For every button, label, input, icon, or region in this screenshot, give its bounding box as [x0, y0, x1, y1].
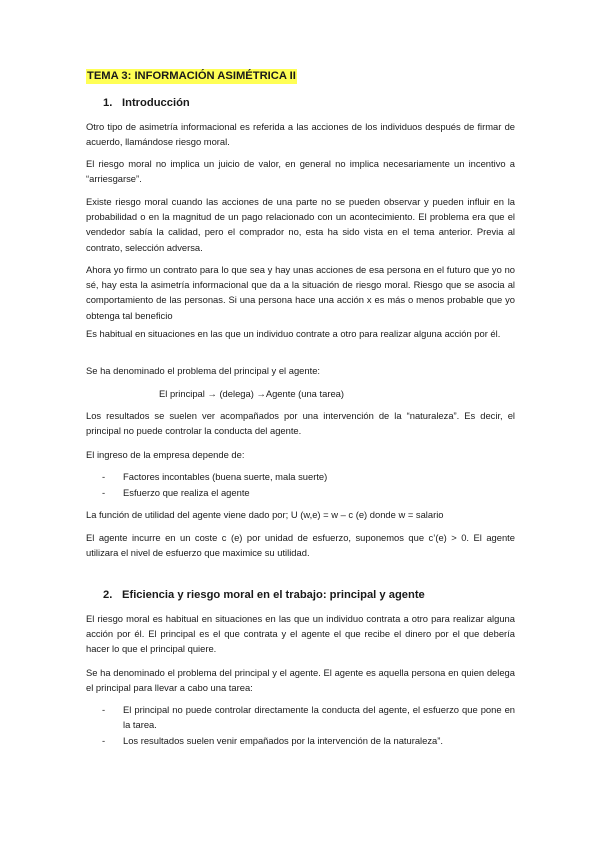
bullet-text: Factores incontables (buena suerte, mala suerte) [123, 471, 328, 482]
section-2-heading [103, 588, 425, 603]
paragraph-4: Ahora yo firmo un contrato para lo que sea y hay unas acciones de esa persona en el futuro que yo no sé, hay esta la asimetría informacional que da a la situación de riesgo moral. Riesgo que se asocia al comportamiento de las personas. Si una persona hace una acción x es más o menos probable que yo obtenga tal beneficio [86, 264, 515, 321]
principal-agent-scheme: El principal → (delega) →Agente (una tarea) [159, 388, 344, 399]
bullet-dash: - [102, 487, 106, 498]
bullet-item [102, 469, 515, 484]
section-1-title: Introducción [122, 97, 190, 109]
section-1-number: 1. [103, 97, 113, 109]
bullet-text: Esfuerzo que realiza el agente [123, 487, 250, 498]
paragraph-7: El riesgo moral es habitual en situaciones en las que un individuo contrata a otro para realizar alguna acción por él. El principal es el que contrata y el agente el que recibe el dinero por el que debería hacer lo que el principal quiere. [86, 613, 515, 655]
bullet-dash: - [102, 704, 106, 715]
bullet-item [102, 733, 515, 748]
paragraph-results: Los resultados se suelen ver acompañados por una intervención de la “naturaleza”. Es decir, el principal no puede controlar la conducta del agente. [86, 410, 515, 437]
bullet-item [102, 485, 515, 500]
paragraph-8: Se ha denominado el problema del principal y el agente. El agente es aquella persona en quien delega el principal para llevar a cabo una tarea: [86, 667, 515, 694]
section-1-heading [103, 96, 190, 111]
paragraph-cost: El agente incurre en un coste c (e) por unidad de esfuerzo, suponemos que c’(e) > 0. El agente utilizara el nivel de esfuerzo que maximice su utilidad. [86, 532, 515, 559]
bullet-item [102, 702, 515, 732]
paragraph-6: Se ha denominado el problema del principal y el agente: [86, 365, 321, 376]
bullet-text: El principal no puede controlar directamente la conducta del agente, el esfuerzo que pone en la tarea. [123, 704, 515, 731]
paragraph-utility: La función de utilidad del agente viene dado por; U (w,e) = w – c (e) donde w = salario [86, 509, 444, 520]
bullet-dash: - [102, 735, 106, 746]
paragraph-income: El ingreso de la empresa depende de: [86, 449, 245, 460]
paragraph-5: Es habitual en situaciones en las que un individuo contrate a otro para realizar alguna acción por él. [86, 328, 501, 339]
bullet-dash: - [102, 471, 106, 482]
bullet-text: Los resultados suelen venir empañados por la intervención de la naturaleza”. [123, 735, 443, 746]
paragraph-2: El riesgo moral no implica un juicio de valor, en general no implica necesariamente un incentivo a “arriesgarse”. [86, 158, 515, 185]
paragraph-1: Otro tipo de asimetría informacional es referida a las acciones de los individuos después de firmar de acuerdo, llamándose riesgo moral. [86, 121, 515, 148]
document-title: TEMA 3: INFORMACIÓN ASIMÉTRICA II [87, 70, 296, 82]
section-2-title: Eficiencia y riesgo moral en el trabajo: principal y agente [122, 589, 425, 601]
paragraph-3: Existe riesgo moral cuando las acciones de una parte no se pueden observar y pueden influir en la probabilidad o en la magnitud de un pago relacionado con un acontecimiento. El problema era que el vendedor sabía la calidad, pero el comprador no, esta ha sido vista en el tema anterior. Previa al contrato, selección adversa. [86, 196, 515, 253]
section-2-number: 2. [103, 589, 113, 601]
